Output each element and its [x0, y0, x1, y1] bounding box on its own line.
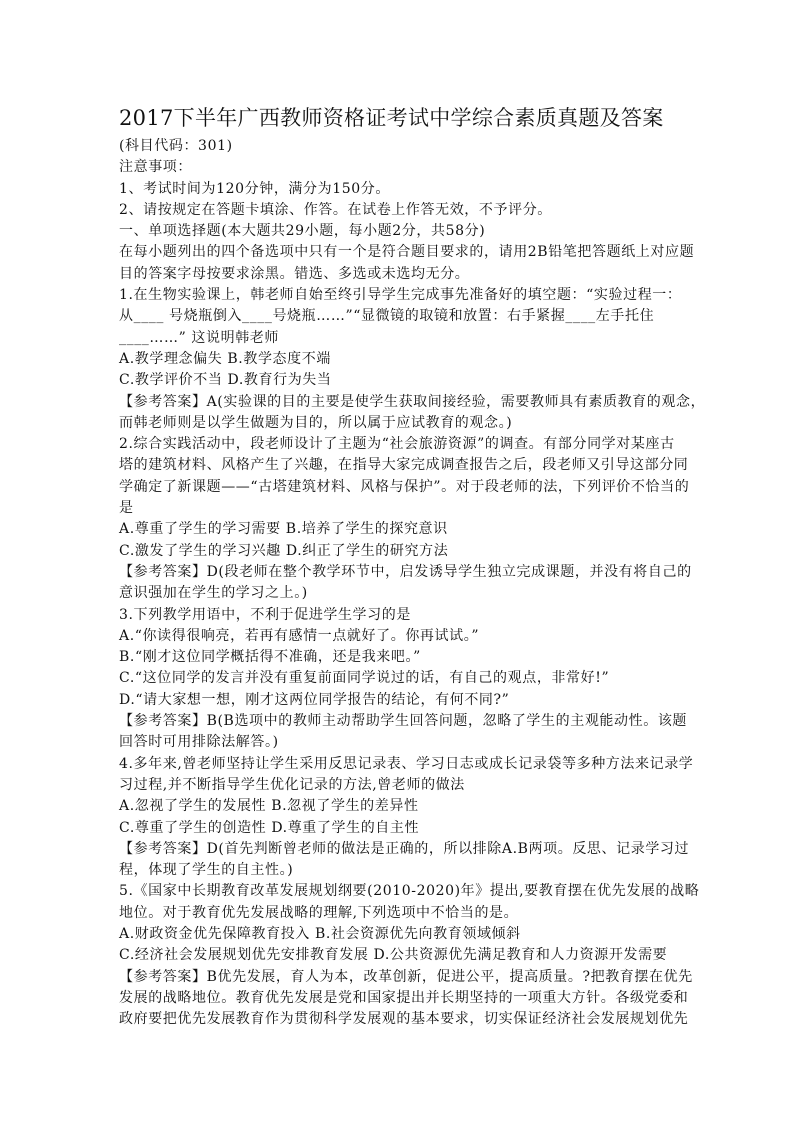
- text-line: 政府要把优先发展教育作为贯彻科学发展观的基本要求，切实保证经济社会发展规划优先: [119, 1011, 689, 1028]
- text-line: 【参考答案】D(段老师在整个教学环节中，启发诱导学生独立完成课题，并没有将自己的: [119, 563, 692, 580]
- text-line: 4.多年来,曾老师坚持让学生采用反思记录表、学习日志或成长记录袋等多种方法来记录学: [119, 755, 694, 772]
- document-body: [119, 136, 706, 1030]
- text-line: 2.综合实践活动中，段老师设计了主题为“社会旅游资源”的调查。有部分同学对某座古: [119, 436, 675, 453]
- text-line: 习过程,并不断指导学生优化记录的方法,曾老师的做法: [119, 776, 465, 793]
- text-line: 学确定了新课题——“古塔建筑材料、风格与保护”。对于段老师的法，下列评价不恰当的: [119, 478, 690, 495]
- text-line: 目的答案字母按要求涂黑。错选、多选或未选均无分。: [119, 265, 470, 282]
- text-line: A.忽视了学生的发展性 B.忽视了学生的差异性: [119, 798, 419, 815]
- text-line: 1.在生物实验课上，韩老师自始至终引导学生完成事先准备好的填空题：“实验过程一：: [119, 287, 682, 304]
- text-line: 从____ 号烧瓶倒入____号烧瓶……”“显微镜的取镜和放置：右手紧握____左手托住: [119, 308, 655, 325]
- text-line: 塔的建筑材料、风格产生了兴趣，在指导大家完成调查报告之后，段老师又引导这部分同: [119, 457, 689, 474]
- text-line: 程，体现了学生的自主性。): [119, 862, 294, 879]
- text-line: D.“请大家想一想，刚才这两位同学报告的结论，有何不同?”: [119, 691, 510, 708]
- text-line: 意识强加在学生的学习之上。): [119, 585, 308, 602]
- text-line: 地位。对于教育优先发展战略的理解,下列选项中不恰当的是。: [119, 904, 519, 921]
- text-line: 回答时可用排除法解答。): [119, 734, 279, 751]
- text-line: 2、请按规定在答题卡填涂、作答。在试卷上作答无效，不予评分。: [119, 201, 552, 218]
- text-line: 【参考答案】B(B选项中的教师主动帮助学生回答问题，忽略了学生的主观能动性。该题: [119, 713, 688, 730]
- text-line: C.尊重了学生的创造性 D.尊重了学生的自主性: [119, 819, 420, 836]
- text-line: 3.下列教学用语中，不利于促进学生学习的是: [119, 606, 411, 623]
- text-line: A.尊重了学生的学习需要 B.培养了学生的探究意识: [119, 521, 448, 538]
- text-line: B.“刚才这位同学概括得不准确，还是我来吧。”: [119, 649, 421, 666]
- text-line: C.教学评价不当 D.教育行为失当: [119, 372, 332, 389]
- document-page: [119, 104, 706, 1030]
- text-line: 【参考答案】B优先发展，育人为本，改革创新，促进公平，提高质量。?把教育摆在优先: [119, 968, 693, 985]
- text-line: C.激发了学生的学习兴趣 D.纠正了学生的研究方法: [119, 542, 449, 559]
- text-line: C.经济社会发展规划优先安排教育发展 D.公共资源优先满足教育和人力资源开发需要: [119, 947, 668, 964]
- text-line: 5.《国家中长期教育改革发展规划纲要(2010-2020)年》提出,要教育摆在优先发展的战略: [119, 883, 700, 900]
- text-line: 在每小题列出的四个备选项中只有一个是符合题目要求的，请用2B铅笔把答题纸上对应题: [119, 244, 695, 261]
- text-line: A.教学理念偏失 B.教学态度不端: [119, 350, 331, 367]
- text-line: 而韩老师则是以学生做题为目的，所以属于应试教育的观念。): [119, 414, 513, 431]
- text-line: (科目代码：301): [119, 138, 233, 154]
- text-line: ____……” 这说明韩老师: [119, 329, 280, 346]
- text-line: 【参考答案】A(实验课的目的主要是使学生获取间接经验，需要教师具有素质教育的观念，: [119, 393, 706, 410]
- document-title: 2017下半年广西教师资格证考试中学综合素质真题及答案: [119, 106, 664, 130]
- text-line: A.财政资金优先保障教育投入 B.社会资源优先向教育领域倾斜: [119, 925, 521, 942]
- text-line: 注意事项：: [119, 159, 192, 176]
- text-line: 是: [119, 500, 134, 517]
- text-line: 发展的战略地位。教育优先发展是党和国家提出并长期坚持的一项重大方针。各级党委和: [119, 989, 689, 1006]
- text-line: A.“你读得很响亮，若再有感情一点就好了。你再试试。”: [119, 627, 480, 644]
- text-line: C.“这位同学的发言并没有重复前面同学说过的话，有自己的观点，非常好!”: [119, 670, 610, 687]
- text-line: 1、考试时间为120分钟，满分为150分。: [119, 180, 390, 197]
- text-line: 一、单项选择题(本大题共29小题，每小题2分，共58分): [119, 223, 486, 240]
- text-line: 【参考答案】D(首先判断曾老师的做法是正确的，所以排除A.B两项。反思、记录学习过: [119, 840, 690, 857]
